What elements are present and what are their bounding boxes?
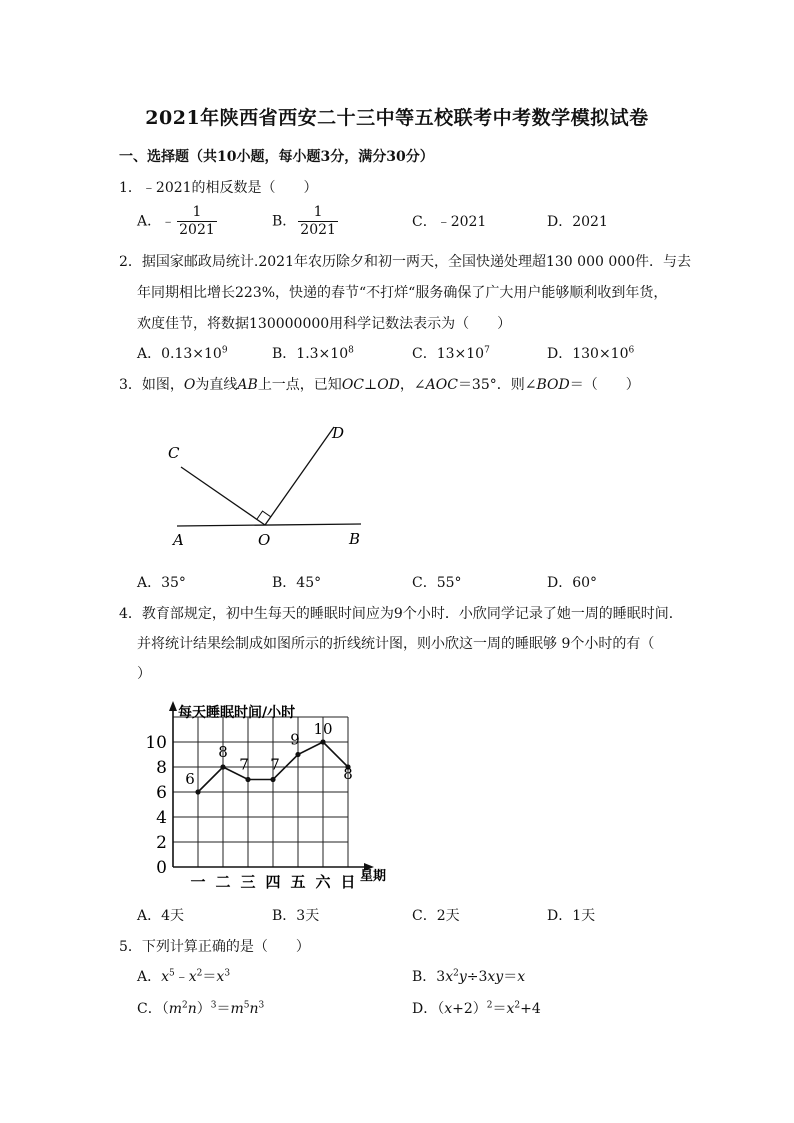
question-4-line-1: 4．教育部规定，初中生每天的睡眠时间应为9个小时．小欣同学记录了她一周的睡眠时间． bbox=[119, 606, 683, 622]
question-2-line-1: 2．据国家邮政局统计.2021年农历除夕和初一两天，全国快递处理超130 000 000件．与去 bbox=[119, 254, 692, 270]
q3-option-c: C．55° bbox=[412, 575, 462, 591]
y-tick-label: 0 bbox=[156, 858, 167, 878]
y-tick-label: 6 bbox=[156, 783, 167, 803]
q4-option-b: B．3天 bbox=[272, 908, 320, 924]
data-point bbox=[295, 752, 300, 757]
label-c: C bbox=[168, 444, 180, 462]
question-2-line-2: 年同期相比增长223%，快递的春节“不打烊“服务确保了广大用户能够顺利收到年货， bbox=[137, 285, 668, 301]
x-tick-label: 日 bbox=[340, 873, 356, 891]
q1-option-c: C．﹣2021 bbox=[412, 214, 487, 230]
q4-option-c: C．2天 bbox=[412, 908, 460, 924]
x-tick-label: 五 bbox=[290, 873, 306, 891]
y-tick-label: 10 bbox=[145, 733, 167, 753]
x-tick-label: 一 bbox=[190, 873, 206, 891]
question-1-stem: 1．﹣2021的相反数是（ ） bbox=[119, 180, 318, 196]
x-axis-label: 星期 bbox=[360, 869, 387, 884]
q2-option-c: C．$13\times 10^7$ bbox=[412, 345, 490, 362]
data-label: 7 bbox=[270, 755, 280, 774]
q2-option-d: D．$130\times 10^6$ bbox=[547, 345, 635, 362]
y-axis-arrow bbox=[169, 701, 177, 711]
q5-option-b: B．$3x^2y\div 3xy=x$ bbox=[412, 968, 526, 985]
q5-option-c: C．$(m^2n)^3=m^5n^3$ bbox=[137, 1000, 265, 1017]
question-2-line-3: 欢度佳节，将数据130000000用科学记数法表示为（ ） bbox=[137, 316, 512, 332]
label-b: B bbox=[349, 530, 361, 548]
q5-option-d: D．$(x+2)^2=x^2+4$ bbox=[412, 1000, 541, 1017]
ray-oc bbox=[181, 467, 265, 525]
question-4-line-3: ） bbox=[137, 666, 151, 682]
data-label: 7 bbox=[239, 755, 249, 774]
q3-option-a: A．35° bbox=[137, 575, 186, 591]
y-tick-label: 2 bbox=[156, 833, 167, 853]
chart-axes bbox=[169, 701, 374, 871]
data-point bbox=[270, 777, 275, 782]
label-a: A bbox=[173, 531, 184, 549]
x-tick-label: 三 bbox=[240, 873, 256, 891]
q1-option-d: D．2021 bbox=[547, 214, 608, 230]
label-o: O bbox=[258, 531, 271, 549]
data-label: 6 bbox=[185, 770, 195, 788]
sleep-line-chart bbox=[130, 693, 400, 893]
data-point bbox=[245, 777, 250, 782]
y-tick-labels bbox=[145, 733, 167, 878]
data-label: 10 bbox=[313, 720, 333, 738]
y-axis-label: 每天睡眠时间/小时 bbox=[178, 705, 296, 721]
data-label: 9 bbox=[290, 730, 300, 749]
q4-option-a: A．4天 bbox=[137, 908, 185, 924]
q2-option-b: B．$1.3\times 10^8$ bbox=[272, 345, 354, 362]
x-tick-label: 二 bbox=[215, 873, 231, 891]
x-tick-label: 四 bbox=[265, 873, 281, 891]
exam-title: 2021年陕西省西安二十三中等五校联考中考数学模拟试卷 bbox=[145, 107, 649, 129]
q3-option-b: B．45° bbox=[272, 575, 322, 591]
line-ab bbox=[177, 524, 361, 526]
q1-option-b: B． $\frac{1}{2021}$ bbox=[272, 204, 336, 238]
q1-option-a: A．﹣ $\frac{1}{2021}$ bbox=[137, 204, 215, 238]
data-label: 8 bbox=[343, 765, 353, 783]
right-angle-mark bbox=[257, 511, 271, 519]
y-tick-label: 4 bbox=[156, 808, 167, 828]
data-point bbox=[320, 739, 325, 744]
q3-option-d: D．60° bbox=[547, 575, 598, 591]
data-labels bbox=[185, 720, 353, 788]
q2-option-a: A．$0.13\times 10^9$ bbox=[137, 345, 228, 362]
x-tick-label: 六 bbox=[315, 873, 331, 891]
data-point bbox=[220, 764, 225, 769]
q4-option-d: D．1天 bbox=[547, 908, 596, 924]
data-label: 8 bbox=[218, 743, 228, 761]
y-tick-label: 8 bbox=[156, 758, 167, 778]
data-point bbox=[195, 789, 200, 794]
question-5-stem: 5．下列计算正确的是（ ） bbox=[119, 939, 310, 955]
ray-od bbox=[265, 427, 334, 525]
q5-option-a: A．$x^5﹣x^2=x^3$ bbox=[137, 968, 231, 985]
section-heading: 一、选择题（共10小题，每小题3分，满分30分） bbox=[119, 149, 434, 165]
question-4-line-2: 并将统计结果绘制成如图所示的折线统计图，则小欣这一周的睡眠够 9个小时的有（ bbox=[137, 636, 655, 652]
x-tick-labels bbox=[190, 873, 355, 891]
question-3-stem: 3．如图，O为直线AB上一点，已知OC⊥OD，∠AOC＝35°．则∠BOD＝（ ） bbox=[119, 377, 640, 393]
geometry-figure bbox=[140, 400, 380, 560]
label-d: D bbox=[332, 424, 345, 442]
